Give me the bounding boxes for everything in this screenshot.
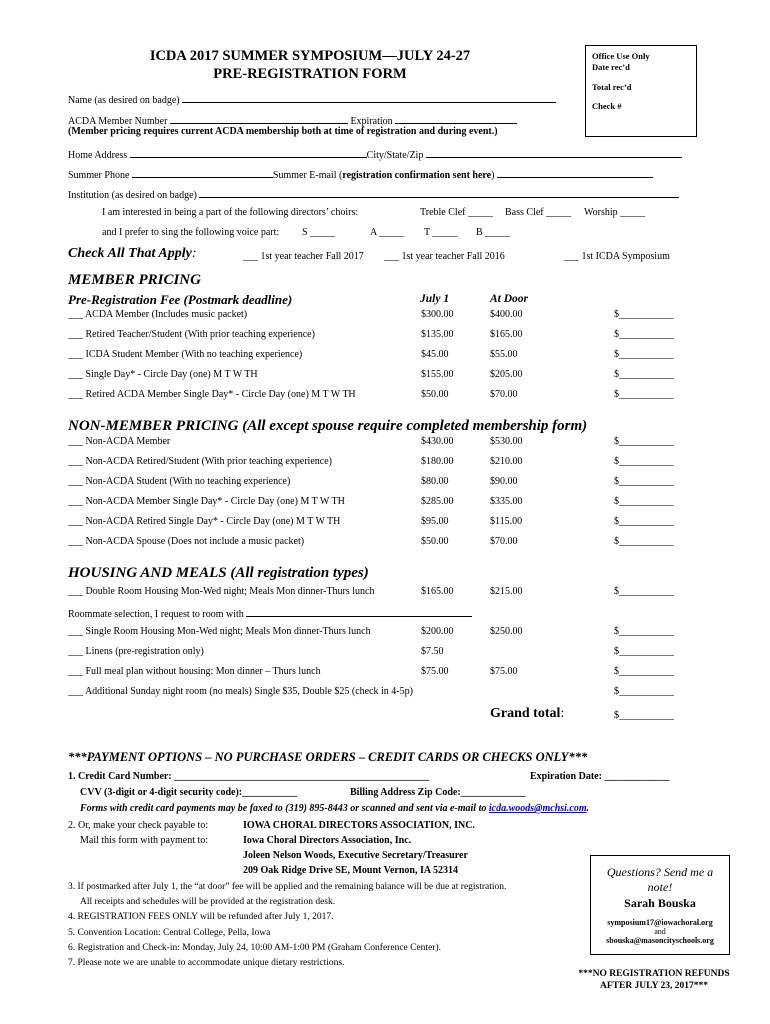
questions-box	[590, 855, 730, 955]
email-input-line[interactable]	[497, 167, 653, 178]
member-row-july-price: $155.00	[421, 369, 454, 380]
note-item: 6. Registration and Check-in: Monday, July 24, 10:00 AM-1:00 PM (Graham Conference Center).	[68, 942, 441, 953]
nonmember-row-label[interactable]: ___ Non-ACDA Student (With no teaching experience)	[68, 476, 291, 487]
voice-t-option[interactable]: T _____	[424, 227, 458, 238]
form-title-line1: ICDA 2017 SUMMER SYMPOSIUM—JULY 24-27	[149, 48, 471, 64]
nonmember-row-total[interactable]: $___________	[614, 436, 674, 447]
roommate-row[interactable]	[68, 606, 472, 620]
expiration-input-line[interactable]	[395, 113, 517, 124]
office-date-received: Date rec’d	[592, 62, 630, 73]
nonmember-row-july-price: $50.00	[421, 536, 449, 547]
note-item: 4. REGISTRATION FEES ONLY will be refunded after July 1, 2017.	[68, 912, 334, 923]
housing-meals-heading: HOUSING AND MEALS (All registration types)	[68, 565, 369, 581]
nonmember-row-total[interactable]: $___________	[614, 516, 674, 527]
nonmember-row-july-price: $180.00	[421, 456, 454, 467]
single-room-total[interactable]: $___________	[614, 626, 674, 637]
name-field-row[interactable]	[68, 92, 556, 106]
single-room-door-price: $250.00	[490, 626, 523, 637]
note-item: 3. If postmarked after July 1, the “at door” fee will be applied and the remaining balance will be due at registration.	[68, 882, 507, 892]
home-address-input-line[interactable]	[130, 147, 367, 158]
form-title-line2: PRE-REGISTRATION FORM	[213, 66, 407, 82]
cvv-field[interactable]: CVV (3-digit or 4-digit security code):___________	[80, 787, 298, 798]
first-year-2016-option[interactable]: ___ 1st year teacher Fall 2016	[384, 251, 505, 262]
treble-clef-option[interactable]: Treble Clef _____	[420, 207, 493, 218]
member-row-total[interactable]: $___________	[614, 389, 674, 400]
nonmember-row-total[interactable]: $___________	[614, 456, 674, 467]
nonmember-row-door-price: $115.00	[490, 516, 523, 527]
nonmember-row-total[interactable]: $___________	[614, 496, 674, 507]
nonmember-row-label[interactable]: ___ Non-ACDA Retired/Student (With prior teaching experience)	[68, 456, 332, 467]
acda-label: ACDA Member Number	[68, 116, 168, 127]
member-row-july-price: $45.00	[421, 349, 449, 360]
nonmember-row-july-price: $430.00	[421, 436, 454, 447]
single-room-label[interactable]: ___ Single Room Housing Mon-Wed night; Meals Mon dinner-Thurs lunch	[68, 626, 371, 637]
mail-address: 209 Oak Ridge Drive SE, Mount Vernon, IA 52314	[243, 865, 459, 876]
fax-note: Forms with credit card payments may be faxed to (319) 895-8443 or scanned and sent via e-mail to icda.woods@mchsi.com.	[80, 803, 590, 814]
acda-field-row[interactable]	[68, 113, 517, 127]
contact-name: Sarah Bouska	[624, 896, 696, 910]
contact-email-2[interactable]: sbouska@masoncityschools.org	[606, 936, 714, 945]
bass-clef-option[interactable]: Bass Clef _____	[505, 207, 572, 218]
single-room-july-price: $200.00	[421, 626, 454, 637]
check-payable-text: 2. Or, make your check payable to:	[68, 820, 209, 831]
note-item: 5. Convention Location: Central College, Pella, Iowa	[68, 927, 271, 938]
nonmember-row-door-price: $90.00	[490, 476, 518, 487]
questions-line2: note!	[647, 880, 673, 894]
check-all-label: Check All That Apply:	[68, 246, 197, 261]
july1-column-header: July 1	[420, 293, 450, 305]
home-address-label: Home Address	[68, 150, 128, 161]
contact-email-1[interactable]: symposium17@iowachoral.org	[607, 918, 713, 927]
meal-plan-label[interactable]: ___ Full meal plan without housing: Mon dinner – Thurs lunch	[68, 666, 321, 677]
nonmember-row-door-price: $70.00	[490, 536, 518, 547]
member-note: (Member pricing requires current ACDA membership both at time of registration and during event.)	[68, 126, 498, 137]
voice-part-text: and I prefer to sing the following voice part:	[102, 227, 280, 238]
member-pricing-heading: MEMBER PRICING	[68, 272, 201, 288]
grand-total-value[interactable]: $___________	[614, 710, 674, 721]
expiration-label: Expiration	[350, 116, 393, 127]
mail-to-text: Mail this form with payment to:	[80, 835, 209, 846]
first-year-2017-option[interactable]: ___ 1st year teacher Fall 2017	[243, 251, 364, 262]
contact-and: and	[654, 927, 666, 936]
name-label: Name (as desired on badge)	[68, 95, 180, 106]
double-room-door-price: $215.00	[490, 586, 523, 597]
voice-b-option[interactable]: B _____	[476, 227, 511, 238]
institution-input-line[interactable]	[199, 187, 679, 198]
email-label: Summer E-mail (registration confirmation sent here)	[272, 170, 495, 181]
address-field-row[interactable]	[68, 147, 682, 161]
roommate-label: Roommate selection, I request to room with	[68, 609, 244, 620]
member-row-door-price: $165.00	[490, 329, 523, 340]
linens-total[interactable]: $___________	[614, 646, 674, 657]
note-item: 7. Please note we are unable to accommodate unique dietary restrictions.	[68, 958, 345, 969]
city-input-line[interactable]	[426, 147, 682, 158]
member-row-july-price: $300.00	[421, 309, 454, 320]
meal-plan-door-price: $75.00	[490, 666, 518, 677]
sunday-room-total[interactable]: $___________	[614, 686, 674, 697]
member-row-label[interactable]: ___ Retired ACDA Member Single Day* - Circle Day (one) M T W TH	[68, 389, 356, 400]
member-row-total[interactable]: $___________	[614, 329, 674, 340]
preregistration-subheading: Pre-Registration Fee (Postmark deadline)	[68, 292, 293, 307]
note-item: All receipts and schedules will be provided at the registration desk.	[80, 897, 336, 908]
choir-interest-text: I am interested in being a part of the following directors’ choirs:	[102, 207, 359, 218]
sunday-room-label[interactable]: ___ Additional Sunday night room (no meals) Single $35, Double $25 (check in 4-5p)	[68, 686, 413, 697]
nonmember-row-july-price: $285.00	[421, 496, 454, 507]
phone-input-line[interactable]	[132, 167, 273, 178]
name-input-line[interactable]	[182, 92, 556, 103]
nonmember-row-label[interactable]: ___ Non-ACDA Spouse (Does not include a music packet)	[68, 536, 305, 547]
double-room-label[interactable]: ___ Double Room Housing Mon-Wed night; Meals Mon dinner-Thurs lunch	[68, 586, 375, 597]
first-symposium-option[interactable]: ___ 1st ICDA Symposium	[564, 251, 670, 262]
office-use-box	[585, 45, 697, 137]
grand-total-label: Grand total:	[490, 706, 565, 721]
member-row-label[interactable]: ___ Retired Teacher/Student (With prior teaching experience)	[68, 329, 315, 340]
member-row-total[interactable]: $___________	[614, 369, 674, 380]
member-row-label[interactable]: ___ ICDA Student Member (With no teaching experience)	[68, 349, 303, 360]
roommate-input-line[interactable]	[246, 606, 472, 617]
office-use-title: Office Use Only	[592, 51, 650, 61]
questions-line1: Questions? Send me a	[606, 865, 714, 879]
voice-a-option[interactable]: A _____	[370, 227, 405, 238]
double-room-total[interactable]: $___________	[614, 586, 674, 597]
nonmember-pricing-heading: NON-MEMBER PRICING (All except spouse require completed membership form)	[68, 418, 588, 434]
nonmember-row-total[interactable]: $___________	[614, 476, 674, 487]
double-room-july-price: $165.00	[421, 586, 454, 597]
refund-notice: ***NO REGISTRATION REFUNDS AFTER JULY 23, 2017***	[578, 969, 730, 991]
city-label: City/State/Zip	[366, 150, 424, 161]
member-row-total[interactable]: $___________	[614, 309, 674, 320]
institution-label: Institution (as desired on badge)	[68, 190, 197, 201]
nonmember-row-label[interactable]: ___ Non-ACDA Member Single Day* - Circle Day (one) M T W TH	[68, 496, 345, 507]
voice-s-option[interactable]: S _____	[302, 227, 336, 238]
at-door-column-header: At Door	[490, 293, 529, 305]
member-row-july-price: $50.00	[421, 389, 449, 400]
member-row-door-price: $70.00	[490, 389, 518, 400]
billing-zip-field[interactable]: Billing Address Zip Code:_____________	[350, 787, 526, 798]
linens-july-price: $7.50	[421, 646, 444, 657]
notes-list	[68, 880, 506, 971]
mail-contact-name: Joleen Nelson Woods, Executive Secretary/Treasurer	[243, 850, 468, 861]
member-row-july-price: $135.00	[421, 329, 454, 340]
member-row-door-price: $400.00	[490, 309, 523, 320]
office-check-number: Check #	[592, 101, 622, 112]
nonmember-row-label[interactable]: ___ Non-ACDA Member	[68, 436, 171, 447]
nonmember-row-total[interactable]: $___________	[614, 536, 674, 547]
nonmember-row-july-price: $80.00	[421, 476, 449, 487]
office-total-received: Total rec’d	[592, 81, 632, 92]
nonmember-row-door-price: $210.00	[490, 456, 523, 467]
nonmember-row-july-price: $95.00	[421, 516, 449, 527]
member-row-label[interactable]: ___ Single Day* - Circle Day (one) M T W TH	[68, 369, 258, 380]
acda-input-line[interactable]	[170, 113, 348, 124]
payment-options-heading: ***PAYMENT OPTIONS – NO PURCHASE ORDERS – CREDIT CARDS OR CHECKS ONLY***	[68, 750, 588, 764]
phone-label: Summer Phone	[68, 170, 130, 181]
institution-field-row[interactable]	[68, 187, 679, 201]
mail-org-name: Iowa Choral Directors Association, Inc.	[243, 835, 412, 846]
linens-label[interactable]: ___ Linens (pre-registration only)	[68, 646, 204, 657]
nonmember-row-label[interactable]: ___ Non-ACDA Retired Single Day* - Circle Day (one) M T W TH	[68, 516, 341, 527]
member-row-door-price: $55.00	[490, 349, 518, 360]
payee-name: IOWA CHORAL DIRECTORS ASSOCIATION, INC.	[243, 820, 475, 831]
expiration-date-field[interactable]: Expiration Date: _____________	[530, 771, 670, 782]
member-row-label[interactable]: ___ ACDA Member (Includes music packet)	[68, 309, 248, 320]
credit-card-number-field[interactable]: 1. Credit Card Number: ___________________________________________________	[68, 771, 430, 782]
secretary-email-link[interactable]: icda.woods@mchsi.com	[488, 803, 587, 814]
worship-option[interactable]: Worship _____	[584, 207, 646, 218]
meal-plan-total[interactable]: $___________	[614, 666, 674, 677]
nonmember-row-door-price: $335.00	[490, 496, 523, 507]
meal-plan-july-price: $75.00	[421, 666, 449, 677]
phone-field-row[interactable]	[68, 167, 653, 181]
nonmember-row-door-price: $530.00	[490, 436, 523, 447]
member-row-door-price: $205.00	[490, 369, 523, 380]
member-row-total[interactable]: $___________	[614, 349, 674, 360]
